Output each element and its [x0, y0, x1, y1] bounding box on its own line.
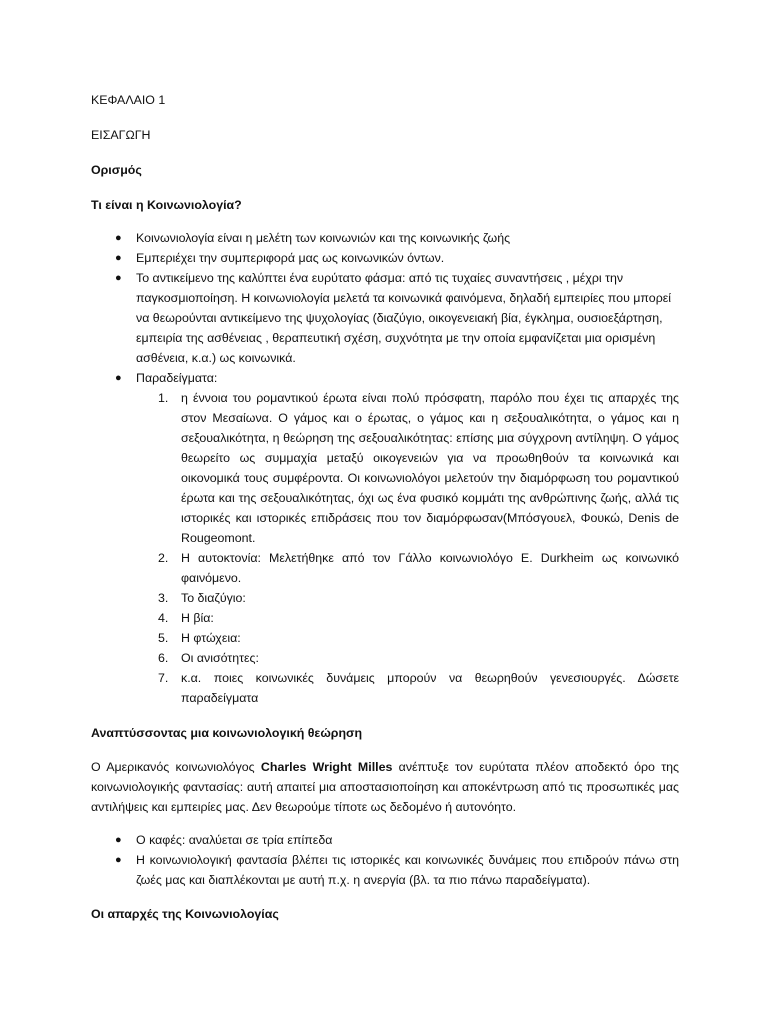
list-number: 2. [158, 551, 169, 565]
list-item [91, 608, 679, 628]
list-item [91, 228, 679, 248]
list-item-text: Παραδείγματα: [136, 371, 218, 385]
perspective-list [91, 830, 679, 890]
list-item-text: κ.α. ποιες κοινωνικές δυνάμεις μπορούν να θεωρηθούν γενεσιουργές. Δώσετε παραδείγματα [181, 671, 679, 705]
list-item-text: Κοινωνιολογία είναι η μελέτη των κοινωνιών και της κοινωνικής ζωής [136, 231, 511, 245]
bullet-icon: ● [115, 854, 122, 866]
list-number: 6. [158, 651, 169, 665]
paragraph-text-start: Ο Αμερικανός κοινωνιολόγος [91, 760, 261, 774]
list-item [91, 830, 679, 850]
bullet-icon: ● [115, 252, 122, 264]
list-item-text: Η βία: [181, 611, 214, 625]
list-item-text: η έννοια του ρομαντικού έρωτα είναι πολύ πρόσφατη, παρόλο που έχει τις απαρχές της στον Μεσαίωνα. Ο γάμος και ο έρωτας, ο γάμος και η σεξουαλικότητα, ο γάμος και η σεξουαλικότητα, η θεώρηση της σεξουαλικότητας: επίσης μια σύγχρονη αντίληψη. Ο γάμος θεωρείτο ως συμμαχία μεταξύ οικογενειών για να προωθηθούν τα κοινωνικά και οικονομικά τους συμφέροντα. Οι κοινωνιολόγοι μελετούν την διαμόρφωση του ρομαντικού έρωτα και της σεξουαλικότητας, όχι ως ένα φυσικό κομμάτι της ανθρώπινης ζωής, αλλά τις ιστορικές και ιστορικές επιδράσεις που τον διαμόρφωσαν(Μπόσγουελ, Φουκώ, Denis de Rougeomont. [181, 391, 679, 545]
list-item-text: Ο καφές: αναλύεται σε τρία επίπεδα [136, 833, 333, 847]
list-item [91, 268, 679, 368]
list-number: 4. [158, 611, 169, 625]
list-item-text: Το διαζύγιο: [181, 591, 246, 605]
list-item [91, 628, 679, 648]
list-item [91, 548, 679, 588]
list-item-text: Η φτώχεια: [181, 631, 241, 645]
list-item-text: Οι ανισότητες: [181, 651, 259, 665]
list-number: 7. [158, 671, 169, 685]
bullet-icon: ● [115, 232, 122, 244]
list-number: 1. [158, 391, 169, 405]
list-item-text: Εμπεριέχει την συμπεριφορά μας ως κοινωνικών όντων. [136, 251, 445, 265]
list-item [91, 588, 679, 608]
perspective-paragraph [91, 757, 679, 817]
list-item [91, 388, 679, 548]
list-number: 5. [158, 631, 169, 645]
author-name: Charles Wright Milles [260, 760, 393, 774]
paragraph-text-end: ανέπτυξε τον ευρύτατα πλέον αποδεκτό όρο της κοινωνιολογικής φαντασίας: αυτή απαιτεί μια αποστασιοποίηση και αποκέντρωση από τις προσωπικές μας αντιλήψεις και εμπειρίες μας. Δεν θεωρούμε τίποτε ως δεδομένο ή αυτονόητο. [91, 760, 679, 814]
list-item [91, 668, 679, 708]
origins-heading: Οι απαρχές της Κοινωνιολογίας [91, 907, 279, 921]
bullet-icon: ● [115, 372, 122, 384]
list-number: 3. [158, 591, 169, 605]
chapter-heading: ΚΕΦΑΛΑΙΟ 1 [91, 93, 166, 107]
definition-heading: Ορισμός [91, 163, 142, 177]
intro-heading: ΕΙΣΑΓΩΓΗ [91, 128, 151, 142]
bullet-icon: ● [115, 272, 122, 284]
list-item [91, 850, 679, 890]
list-item-text: Η κοινωνιολογική φαντασία βλέπει τις ιστορικές και κοινωνικές δυνάμεις που επιδρούν πάνω στη ζωές μας και διαπλέκονται με αυτή π.χ. η ανεργία (βλ. τα πιο πάνω παραδείγματα). [136, 853, 679, 887]
list-item-text: Το αντικείμενο της καλύπτει ένα ευρύτατο φάσμα: από τις τυχαίες συναντήσεις , μέχρι την παγκοσμιοποίηση. Η κοινωνιολογία μελετά τα κοινωνικά φαινόμενα, δηλαδή εμπειρίες που μπορεί να θεωρούνται αντικείμενο της ψυχολογίας (διαζύγιο, οικογενειακή βία, έγκλημα, ουσιοεξάρτηση, εμπειρία της ασθένειας , θεραπευτική σχέση, συχνότητα με την οποία εμφανίζεται μια ορισμένη ασθένεια, κ.α.) ως κοινωνικά. [136, 271, 672, 365]
examples-list [91, 388, 679, 708]
bullet-icon: ● [115, 834, 122, 846]
perspective-heading: Αναπτύσσοντας μια κοινωνιολογική θεώρηση [91, 726, 363, 740]
list-item [91, 248, 679, 268]
question-heading: Τι είναι η Κοινωνιολογία? [91, 198, 242, 212]
document-body [91, 90, 679, 924]
list-item [91, 648, 679, 668]
definition-list [91, 228, 679, 388]
list-item-text: Η αυτοκτονία: Μελετήθηκε από τον Γάλλο κοινωνιολόγο E. Durkheim ως κοινωνικό φαινόμενο. [181, 551, 679, 585]
list-item [91, 368, 679, 388]
